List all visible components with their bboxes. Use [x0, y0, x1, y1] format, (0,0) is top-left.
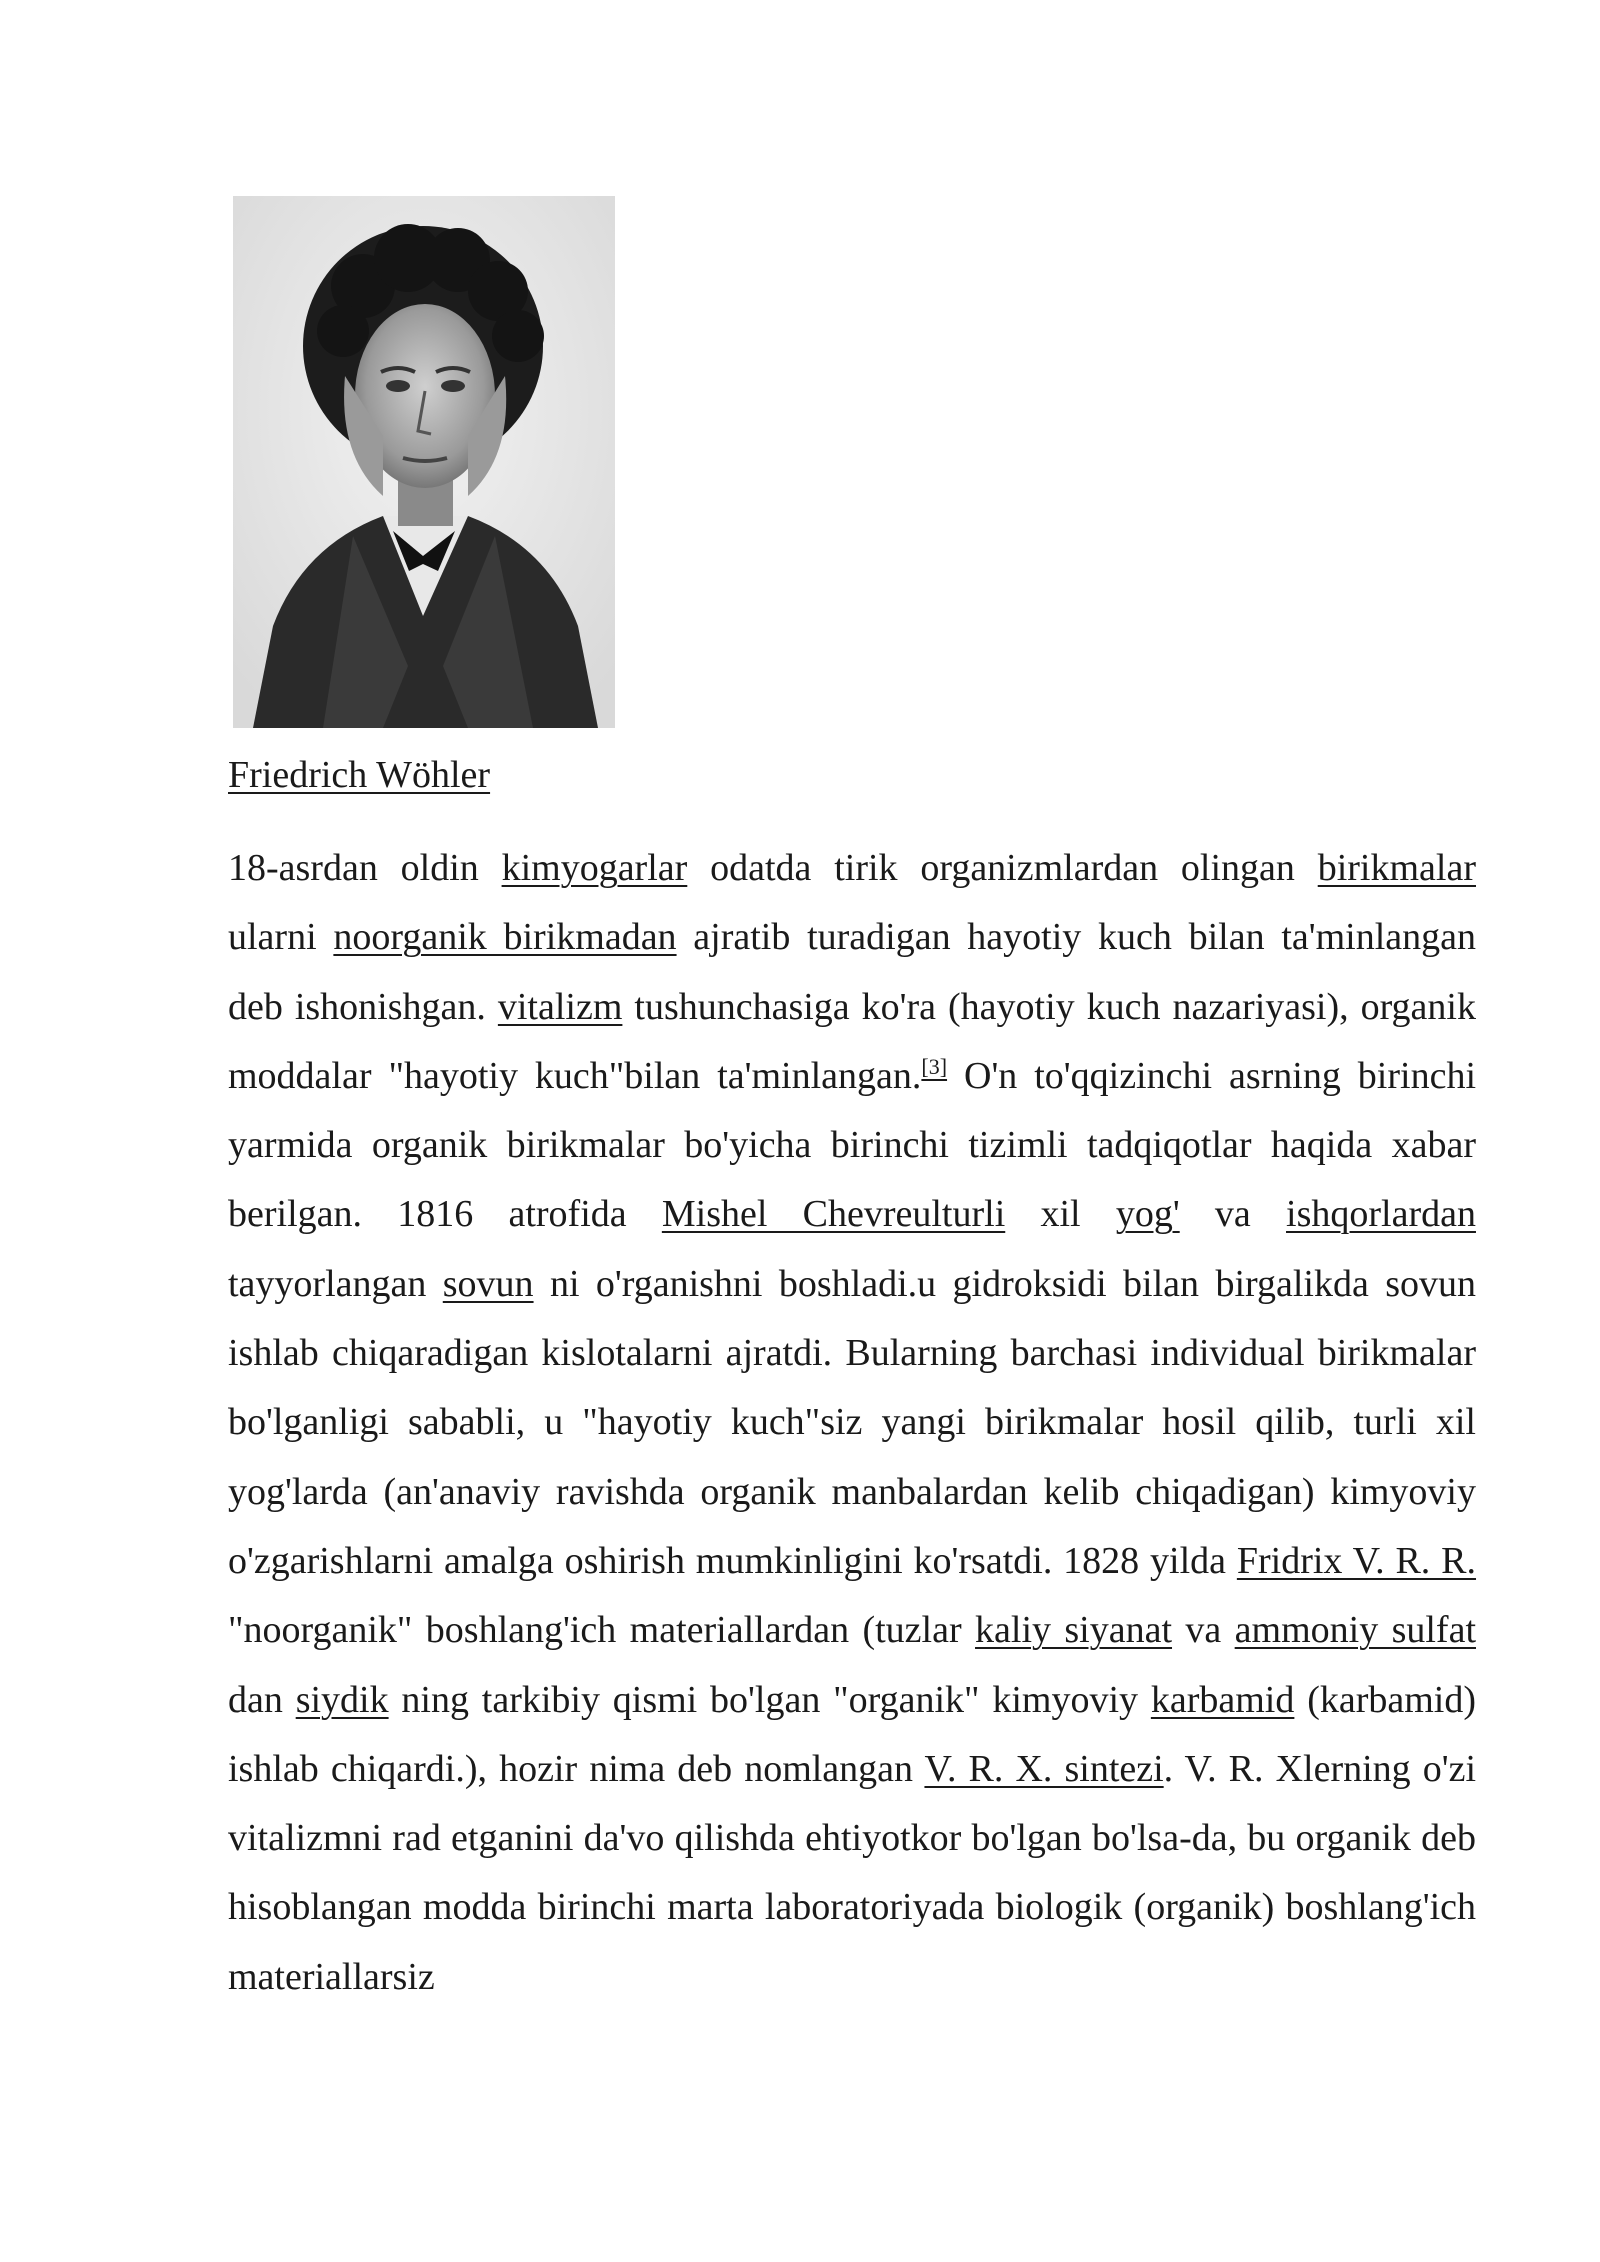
text-run: ni o'rganishni boshladi.u gidroksidi bilan birgalikda sovun ishlab chiqaradigan kislotalarni ajratdi. Bularning barchasi individual birikmalar bo'lganligi sababli, u "hayotiy kuch"siz yangi birikmalar hosil qilib, turli xil yog'larda (an'anaviy ravishda organik manbalardan kelib chiqadigan) kimyoviy o'zgarishlarni amalga oshirish mumkinligini ko'rsatdi. 1828 yilda — [228, 1262, 1476, 1582]
inline-link[interactable]: Fridrix V. R. R. — [1236, 1539, 1477, 1582]
inline-link[interactable]: V. R. X. sintezi — [924, 1747, 1164, 1790]
inline-link[interactable]: ammoniy sulfat — [1234, 1609, 1476, 1652]
text-run: O'n to'qqizinchi asrning birinchi yarmida organik birikmalar bo'yicha birinchi tizimli tadqiqotlar haqida xabar berilgan. 1816 atrofida — [228, 1054, 1476, 1236]
inline-link[interactable]: karbamid — [1150, 1678, 1295, 1721]
text-run: va — [1172, 1609, 1235, 1652]
text-run: xil — [1005, 1193, 1116, 1236]
inline-link[interactable]: yog' — [1115, 1193, 1180, 1236]
inline-link[interactable]: sovun — [442, 1262, 534, 1305]
text-run: tayyorlangan — [228, 1262, 443, 1305]
portrait-caption[interactable]: Friedrich Wöhler — [228, 754, 491, 796]
text-run: odatda tirik organizmlardan olingan — [687, 847, 1318, 889]
text-run: (karbamid) ishlab chiqardi.), hozir nima deb nomlangan — [228, 1678, 1476, 1790]
text-run: va — [1179, 1193, 1287, 1236]
inline-link[interactable]: ishqorlardan — [1286, 1193, 1476, 1236]
inline-link[interactable]: noorganik birikmadan — [333, 916, 677, 959]
text-run: dan — [228, 1678, 296, 1721]
text-run: ularni — [228, 916, 334, 959]
text-run: tushunchasiga ko'ra (hayotiy kuch nazariyasi), organik moddalar "hayotiy kuch"bilan ta'minlangan. — [228, 985, 1476, 1097]
text-run: . V. R. Xlerning o'zi vitalizmni rad etganini da'vo qilishda ehtiyotkor bo'lgan bo'lsa-da, bu organik deb hisoblangan modda birinchi marta laboratoriyada biologik (organik) boshlang'ich materiallarsiz — [228, 1747, 1476, 1998]
text-run: ning tarkibiy qismi bo'lgan "organik" kimyoviy — [388, 1678, 1151, 1721]
inline-link[interactable]: birikmalar — [1317, 847, 1476, 889]
inline-link[interactable]: Mishel Chevreulturli — [661, 1193, 1006, 1236]
inline-link[interactable]: kaliy siyanat — [975, 1609, 1173, 1652]
inline-link[interactable]: kimyogarlar — [501, 847, 688, 889]
text-run: "noorganik" boshlang'ich materiallardan (tuzlar — [228, 1609, 976, 1652]
inline-link[interactable]: siydik — [295, 1678, 389, 1721]
citation-link[interactable]: [3] — [921, 1053, 948, 1079]
inline-link[interactable]: vitalizm — [497, 985, 623, 1028]
text-run: 18-asrdan oldin — [228, 847, 502, 889]
text-run: ajratib turadigan hayotiy kuch bilan ta'minlangan deb ishonishgan. — [228, 916, 1476, 1028]
body-paragraph — [228, 834, 1476, 2012]
portrait-image — [233, 196, 615, 728]
